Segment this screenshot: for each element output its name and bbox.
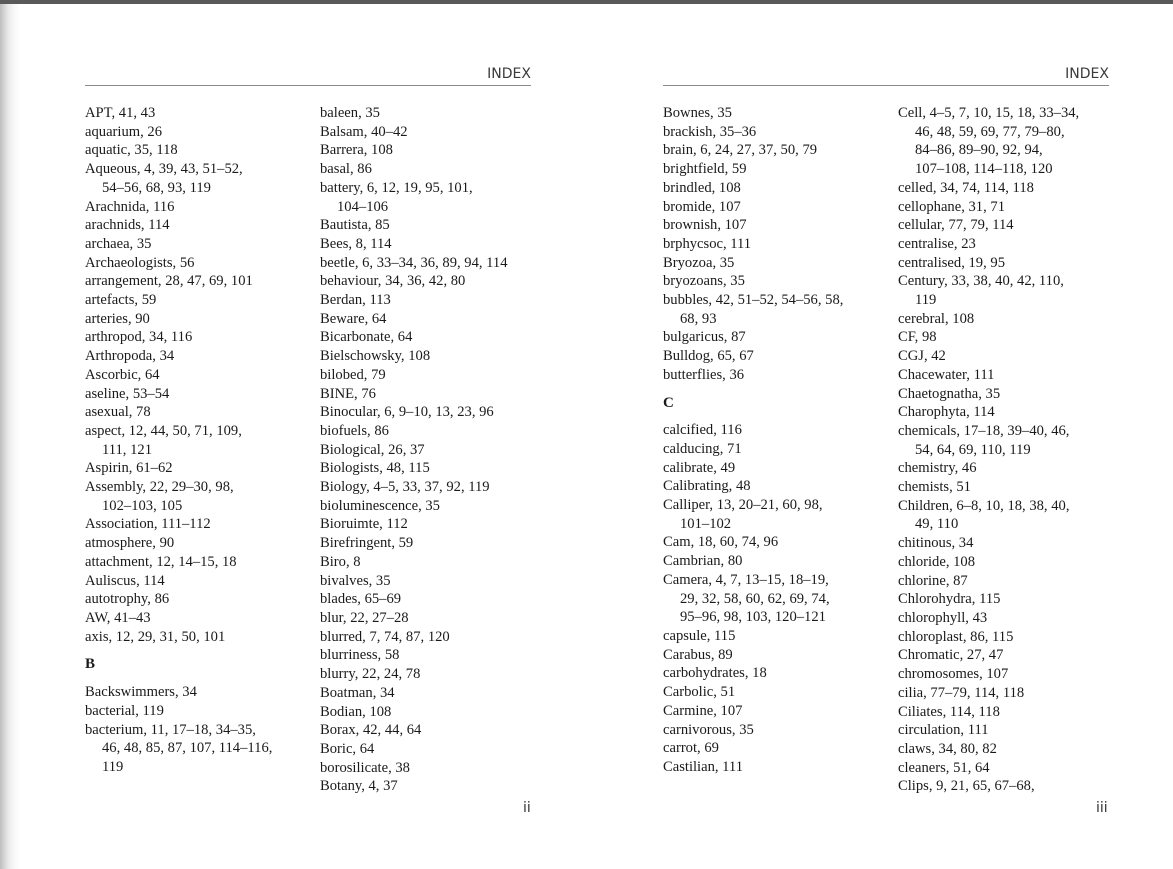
index-entry: arthropod, 34, 116 <box>85 329 193 346</box>
index-entry: arrangement, 28, 47, 69, 101 <box>85 273 253 290</box>
index-entry: carnivorous, 35 <box>663 721 754 738</box>
index-entry: bromide, 107 <box>663 198 741 215</box>
right-page <box>586 4 1173 869</box>
index-column <box>85 104 310 777</box>
index-entry: chitinous, 34 <box>898 535 974 552</box>
index-entry: Bautista, 85 <box>320 217 390 234</box>
index-entry: cellular, 77, 79, 114 <box>898 217 1014 234</box>
index-entry: Ascorbic, 64 <box>85 366 160 383</box>
index-entry: brownish, 107 <box>663 217 747 234</box>
index-entry: Bryozoa, 35 <box>663 254 735 271</box>
index-entry: Ciliates, 114, 118 <box>898 703 1000 720</box>
index-entry: Carabus, 89 <box>663 646 733 663</box>
index-entry: borosilicate, 38 <box>320 759 410 776</box>
index-entry-continuation: 29, 32, 58, 60, 62, 69, 74, <box>680 590 830 607</box>
index-entry: autotrophy, 86 <box>85 591 170 608</box>
index-entry-continuation: 111, 121 <box>102 441 152 458</box>
index-entry: blades, 65–69 <box>320 591 402 608</box>
index-entry: baleen, 35 <box>320 105 380 121</box>
index-entry: attachment, 12, 14–15, 18 <box>85 553 237 570</box>
index-entry: Chacewater, 111 <box>898 366 995 383</box>
page-number: iii <box>1096 800 1108 816</box>
index-entry: Association, 111–112 <box>85 516 211 533</box>
index-entry: Botany, 4, 37 <box>320 778 398 795</box>
index-entry: brindled, 108 <box>663 179 741 196</box>
index-entry: Calliper, 13, 20–21, 60, 98, <box>663 497 823 514</box>
index-entry-continuation: 54–56, 68, 93, 119 <box>102 179 211 196</box>
index-entry: basal, 86 <box>320 161 372 178</box>
index-entry: chemistry, 46 <box>898 460 977 477</box>
index-entry: Chromatic, 27, 47 <box>898 647 1004 664</box>
index-entry: Bioruimte, 112 <box>320 516 408 533</box>
index-entry: cellophane, 31, 71 <box>898 198 1005 215</box>
index-entry: Biological, 26, 37 <box>320 441 425 458</box>
index-entry: bubbles, 42, 51–52, 54–56, 58, <box>663 292 844 309</box>
index-entry: calcified, 116 <box>663 422 742 439</box>
index-entry-continuation: 102–103, 105 <box>102 497 183 514</box>
index-entry: chlorophyll, 43 <box>898 609 988 626</box>
index-entry: butterflies, 36 <box>663 366 745 383</box>
index-entry: centralise, 23 <box>898 235 976 252</box>
index-entry: Berdan, 113 <box>320 292 391 309</box>
index-entry: aseline, 53–54 <box>85 385 170 402</box>
index-entry: bryozoans, 35 <box>663 273 745 290</box>
index-entry: Backswimmers, 34 <box>85 684 197 701</box>
index-letter-heading: B <box>85 656 96 673</box>
index-entry: Arthropoda, 34 <box>85 348 175 365</box>
index-entry: arachnids, 114 <box>85 217 170 234</box>
index-entry: Boric, 64 <box>320 740 375 757</box>
index-entry: CF, 98 <box>898 329 937 346</box>
index-entry: Clips, 9, 21, 65, 67–68, <box>898 778 1035 795</box>
index-entry: Assembly, 22, 29–30, 98, <box>85 479 234 496</box>
index-entry: Bicarbonate, 64 <box>320 329 413 346</box>
index-entry-continuation: 119 <box>915 292 937 309</box>
index-entry: bivalves, 35 <box>320 572 391 589</box>
index-entry: Archaeologists, 56 <box>85 254 195 271</box>
index-entry: calibrate, 49 <box>663 459 736 476</box>
running-head: INDEX <box>85 62 531 86</box>
index-entry: Century, 33, 38, 40, 42, 110, <box>898 273 1064 290</box>
index-entry: brain, 6, 24, 27, 37, 50, 79 <box>663 142 818 159</box>
index-entry: Chlorohydra, 115 <box>898 591 1001 608</box>
index-entry: atmosphere, 90 <box>85 535 175 552</box>
index-entry: capsule, 115 <box>663 627 736 644</box>
index-entry: brackish, 35–36 <box>663 123 757 140</box>
index-entry: asexual, 78 <box>85 404 151 421</box>
index-entry: Balsam, 40–42 <box>320 123 408 140</box>
index-entry-continuation: 46, 48, 85, 87, 107, 114–116, <box>102 740 273 757</box>
index-entry: Carbolic, 51 <box>663 684 736 701</box>
index-entry: blurriness, 58 <box>320 647 400 664</box>
index-entry: Carmine, 107 <box>663 702 743 719</box>
index-entry: Aqueous, 4, 39, 43, 51–52, <box>85 161 243 178</box>
index-entry: chromosomes, 107 <box>898 666 1009 683</box>
index-entry: Aspirin, 61–62 <box>85 460 173 477</box>
index-entry: brightfield, 59 <box>663 161 747 178</box>
index-entry: Bownes, 35 <box>663 105 732 121</box>
index-entry: bulgaricus, 87 <box>663 329 746 346</box>
index-entry: cleaners, 51, 64 <box>898 759 990 776</box>
index-column <box>898 104 1123 796</box>
index-entry: bioluminescence, 35 <box>320 497 440 514</box>
index-entry: bacterium, 11, 17–18, 34–35, <box>85 721 256 738</box>
index-entry: artefacts, 59 <box>85 292 157 309</box>
index-entry: Calibrating, 48 <box>663 478 751 495</box>
index-entry: Castilian, 111 <box>663 758 743 775</box>
index-entry-continuation: 46, 48, 59, 69, 77, 79–80, <box>915 123 1065 140</box>
index-entry-continuation: 101–102 <box>680 515 732 532</box>
index-entry: circulation, 111 <box>898 722 989 739</box>
viewer-left-border <box>0 4 20 869</box>
index-entry-continuation: 68, 93 <box>680 310 717 327</box>
index-entry: carbohydrates, 18 <box>663 665 767 682</box>
index-entry: Beware, 64 <box>320 310 387 327</box>
index-entry: Bodian, 108 <box>320 703 392 720</box>
index-entry: centralised, 19, 95 <box>898 254 1005 271</box>
left-page <box>20 4 586 869</box>
index-entry: cilia, 77–79, 114, 118 <box>898 684 1025 701</box>
index-entry: Cambrian, 80 <box>663 553 743 570</box>
index-entry: Bielschowsky, 108 <box>320 348 431 365</box>
index-entry: carrot, 69 <box>663 740 719 757</box>
index-entry: Bees, 8, 114 <box>320 235 392 252</box>
index-entry: blurred, 7, 74, 87, 120 <box>320 628 450 645</box>
page-number: ii <box>523 800 531 816</box>
index-entry: blur, 22, 27–28 <box>320 609 409 626</box>
index-entry: Boatman, 34 <box>320 684 395 701</box>
index-entry: claws, 34, 80, 82 <box>898 740 997 757</box>
index-entry: Cam, 18, 60, 74, 96 <box>663 534 779 551</box>
index-entry: Camera, 4, 7, 13–15, 18–19, <box>663 571 829 588</box>
index-entry: Children, 6–8, 10, 18, 38, 40, <box>898 497 1070 514</box>
index-entry: BINE, 76 <box>320 385 376 402</box>
index-entry-continuation: 95–96, 98, 103, 120–121 <box>680 609 826 626</box>
index-entry: biofuels, 86 <box>320 422 389 439</box>
index-entry: cerebral, 108 <box>898 310 975 327</box>
index-entry: Barrera, 108 <box>320 142 393 159</box>
index-entry: behaviour, 34, 36, 42, 80 <box>320 273 466 290</box>
index-entry: Borax, 42, 44, 64 <box>320 722 422 739</box>
index-entry-continuation: 107–108, 114–118, 120 <box>915 161 1053 178</box>
index-entry: chemists, 51 <box>898 479 971 496</box>
index-entry: Arachnida, 116 <box>85 198 175 215</box>
index-entry-continuation: 49, 110 <box>915 516 959 533</box>
index-entry: Cell, 4–5, 7, 10, 15, 18, 33–34, <box>898 105 1080 121</box>
index-entry: chlorine, 87 <box>898 572 968 589</box>
running-head: INDEX <box>663 62 1109 86</box>
index-entry: Biologists, 48, 115 <box>320 460 430 477</box>
index-entry-continuation: 119 <box>102 758 124 775</box>
index-entry: APT, 41, 43 <box>85 105 156 121</box>
index-entry: celled, 34, 74, 114, 118 <box>898 179 1034 196</box>
index-entry: arteries, 90 <box>85 310 150 327</box>
index-entry: Biro, 8 <box>320 553 361 570</box>
index-entry: chloride, 108 <box>898 553 976 570</box>
index-entry: archaea, 35 <box>85 235 152 252</box>
index-entry: Auliscus, 114 <box>85 572 165 589</box>
index-entry: aquarium, 26 <box>85 123 163 140</box>
index-entry: Bulldog, 65, 67 <box>663 348 754 365</box>
index-entry: beetle, 6, 33–34, 36, 89, 94, 114 <box>320 254 508 271</box>
index-letter-heading: C <box>663 394 674 411</box>
index-entry: aspect, 12, 44, 50, 71, 109, <box>85 422 242 439</box>
index-entry: Charophyta, 114 <box>898 404 995 421</box>
index-entry: battery, 6, 12, 19, 95, 101, <box>320 179 473 196</box>
index-entry-continuation: 84–86, 89–90, 92, 94, <box>915 142 1043 159</box>
index-column <box>663 104 888 777</box>
index-entry: aquatic, 35, 118 <box>85 142 178 159</box>
index-entry: chloroplast, 86, 115 <box>898 628 1014 645</box>
index-entry: Biology, 4–5, 33, 37, 92, 119 <box>320 479 490 496</box>
index-entry: Chaetognatha, 35 <box>898 385 1001 402</box>
index-entry: Birefringent, 59 <box>320 535 414 552</box>
index-column <box>320 104 545 796</box>
index-entry-continuation: 104–106 <box>337 198 389 215</box>
index-entry: brphycsoc, 111 <box>663 235 752 252</box>
index-entry: AW, 41–43 <box>85 609 151 626</box>
index-entry: chemicals, 17–18, 39–40, 46, <box>898 422 1070 439</box>
index-entry: blurry, 22, 24, 78 <box>320 666 421 683</box>
index-entry: calducing, 71 <box>663 440 742 457</box>
index-entry: CGJ, 42 <box>898 348 946 365</box>
index-entry-continuation: 54, 64, 69, 110, 119 <box>915 441 1031 458</box>
index-entry: Binocular, 6, 9–10, 13, 23, 96 <box>320 404 494 421</box>
index-entry: bilobed, 79 <box>320 366 386 383</box>
index-entry: axis, 12, 29, 31, 50, 101 <box>85 628 226 645</box>
index-entry: bacterial, 119 <box>85 702 164 719</box>
